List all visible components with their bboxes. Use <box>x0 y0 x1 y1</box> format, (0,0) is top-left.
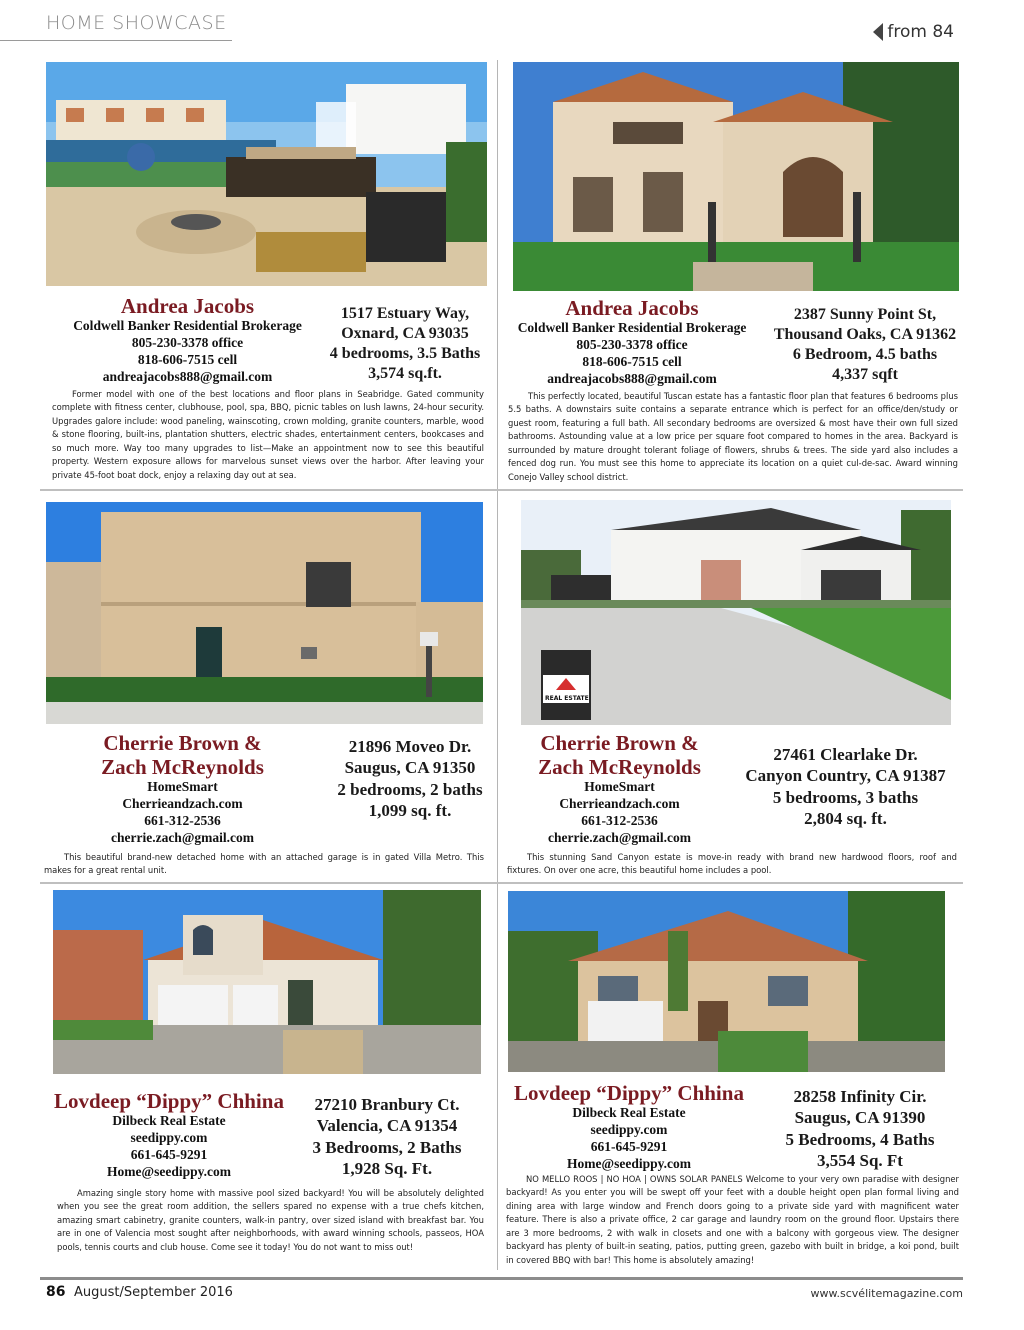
column-divider <box>497 60 498 1270</box>
office-phone: 805-230-3378 office <box>576 337 688 353</box>
agent-email: andreajacobs888@gmail.com <box>547 370 717 386</box>
left-arrow-icon <box>873 23 883 41</box>
sign-text: REAL ESTATE <box>545 695 589 702</box>
website: Cherrieandzach.com <box>559 796 680 812</box>
page-number: 86 <box>46 1284 66 1300</box>
address-city: Valencia, CA 91354 <box>316 1116 458 1136</box>
phone: 661-312-2536 <box>581 813 658 829</box>
square-feet: 3,574 sq.ft. <box>368 365 442 382</box>
address-street: 27461 Clearlake Dr. <box>773 745 918 764</box>
continued-from <box>873 22 954 42</box>
phone: 661-645-9291 <box>130 1146 208 1162</box>
listing-photo-infinity <box>508 891 945 1072</box>
property-info <box>320 736 500 821</box>
agent-email: Home@seedippy.com <box>567 1155 691 1171</box>
agent-block <box>497 731 742 847</box>
square-feet: 1,928 Sq. Ft. <box>341 1158 433 1178</box>
agent-email: cherrie.zach@gmail.com <box>110 829 254 845</box>
beds-baths: 3 Bedrooms, 2 Baths <box>312 1137 462 1157</box>
listing-photo-tuscan <box>513 62 959 291</box>
office-phone: 805-230-3378 office <box>131 335 244 351</box>
listing-photo-branbury <box>53 890 481 1074</box>
agent-name-line1: Cherrie Brown & <box>540 731 699 755</box>
issue-date: August/September 2016 <box>74 1285 233 1300</box>
property-info <box>728 744 963 829</box>
address-street: 1517 Estuary Way, <box>340 305 470 322</box>
agent-email: Home@seedippy.com <box>107 1163 231 1179</box>
property-info <box>292 1094 482 1179</box>
square-feet: 1,099 sq. ft. <box>368 800 452 820</box>
brokerage: HomeSmart <box>147 779 218 795</box>
square-feet: 3,554 Sq. Ft <box>817 1150 903 1170</box>
agent-block <box>60 731 305 847</box>
address-city: Thousand Oaks, CA 91362 <box>773 326 957 343</box>
phone: 661-645-9291 <box>590 1138 668 1154</box>
magazine-website: www.scvélitemagazine.com <box>810 1287 963 1300</box>
agent-name: Lovdeep “Dippy” Chhina <box>54 1089 284 1113</box>
listing-description: This beautiful brand-new detached home with an attached garage is in gated Villa Metro. This makes for a great rental unit. <box>44 852 484 876</box>
agent-block <box>507 296 757 388</box>
address-street: 2387 Sunny Point St, <box>793 306 937 323</box>
beds-baths: 5 bedrooms, 3 baths <box>772 787 919 807</box>
agent-block <box>510 1081 748 1173</box>
listing-description: Amazing single story home with massive pool sized backyard! You will be absolutely delighted when you see the great room addition, the sellers spared no expense with a true chefs kitchen, amazing smart cabinetry, granite counters, walk-in pantry, over sized island with breakfast bar. You are in one of Valencia most sought after neighborhoods, with award winning schools, passeos, HOA pools, tennis courts and club house. Come see it today! You do not want to miss out! <box>57 1188 484 1252</box>
address-city: Canyon Country, CA 91387 <box>745 766 946 786</box>
property-info <box>765 305 965 385</box>
agent-name: Andrea Jacobs <box>120 294 255 318</box>
beds-baths: 4 bedrooms, 3.5 Baths <box>329 345 481 362</box>
property-info <box>325 304 485 384</box>
agent-email: andreajacobs888@gmail.com <box>102 368 273 384</box>
beds-baths: 6 Bedroom, 4.5 baths <box>792 346 938 363</box>
address-street: 21896 Moveo Dr. <box>348 737 472 756</box>
header-rule <box>0 40 232 41</box>
section-title: HOME SHOWCASE <box>46 12 227 34</box>
square-feet: 2,804 sq. ft. <box>804 808 887 828</box>
address-city: Saugus, CA 91350 <box>344 758 476 778</box>
agent-name-line1: Cherrie Brown & <box>103 731 262 755</box>
phone: 661-312-2536 <box>144 813 221 829</box>
listing-description: NO MELLO ROOS | NO HOA | OWNS SOLAR PANELS Welcome to your very own paradise with designer backyard! As you enter you will be swept off your feet with a double height open plan formal living and dining area with large window and French doors going to a private side yard with magnificent water feature. There is also a private office, 2 car garage and laundry room on the ground floor. Upstairs there are 3 more bedrooms, 2 with walk in closets and one with a balcony with gorgeous view. The designer backyard has plenty of built-in seating, patios, putting green, gazebo with built in bridge, a koi pond, built in covered BBQ with bar! This home is absolutely amazing! <box>506 1174 959 1265</box>
website: seedippy.com <box>130 1130 208 1146</box>
address-city: Saugus, CA 91390 <box>794 1108 926 1128</box>
brokerage: Coldwell Banker Residential Brokerage <box>73 318 302 334</box>
row-divider-2 <box>40 882 963 884</box>
brokerage: Dilbeck Real Estate <box>572 1105 686 1121</box>
beds-baths: 5 Bedrooms, 4 Baths <box>785 1129 935 1149</box>
agent-name-line2: Zach McReynolds <box>538 755 701 780</box>
square-feet: 4,337 sqft <box>832 366 898 383</box>
brokerage: HomeSmart <box>584 779 655 795</box>
agent-name: Andrea Jacobs <box>565 296 699 320</box>
listing-photo-patio <box>46 62 487 286</box>
agent-block <box>50 1089 288 1181</box>
address-city: Oxnard, CA 93035 <box>341 325 469 342</box>
cell-phone: 818-606-7515 cell <box>137 351 238 367</box>
row-divider-1 <box>40 489 963 491</box>
listing-photo-clearlake <box>521 500 951 725</box>
website: Cherrieandzach.com <box>122 796 243 812</box>
address-street: 28258 Infinity Cir. <box>793 1087 927 1106</box>
address-street: 27210 Branbury Ct. <box>314 1095 460 1114</box>
brokerage: Dilbeck Real Estate <box>112 1113 226 1129</box>
agent-block <box>50 294 325 386</box>
listing-description: Former model with one of the best locations and floor plans in Seabridge. Gated community complete with fitness center, clubhouse, pool, spa, BBQ, picnic tables on lush lawns, 24-hour security. Upgrades galore include: wood paneling, wainscoting, crown molding, granite counters, marble, wood & stone flooring, built-ins, plantation shutters, electric shades, entertainment centers, bookcases and so much more. Way too many upgrades to list—Make an appointment now to see this beautiful property. Western exposure allows for marvelous sunset views over the harbor. After leaving your private 45-foot boat dock, enjoy a relaxing day out at sea. <box>52 389 484 480</box>
brokerage: Coldwell Banker Residential Brokerage <box>517 320 747 336</box>
beds-baths: 2 bedrooms, 2 baths <box>337 779 483 799</box>
footer-rule <box>40 1277 963 1280</box>
agent-name: Lovdeep “Dippy” Chhina <box>514 1081 744 1105</box>
agent-email: cherrie.zach@gmail.com <box>547 829 691 845</box>
agent-name-line2: Zach McReynolds <box>101 755 264 780</box>
cell-phone: 818-606-7515 cell <box>582 353 682 369</box>
continued-label: from 84 <box>887 22 954 42</box>
property-info <box>760 1086 960 1171</box>
website: seedippy.com <box>590 1122 668 1138</box>
listing-photo-moveo <box>46 502 483 724</box>
listing-description: This stunning Sand Canyon estate is move-in ready with brand new hardwood floors, roof and fixtures. On over one acre, this beautiful home includes a pool. <box>507 852 957 876</box>
listing-description: This perfectly located, beautiful Tuscan estate has a fantastic floor plan that features 6 bedrooms plus 5.5 baths. A downstairs suite contains a separate entrance which is perfect for an office/den/study or guest room, featuring a full bath. All secondary bedrooms are oversized & most have their own full sized bathrooms. Astounding value at a low price per square foot compared to homes in the area. Backyard is surrounded by mature drought tolerant foliage of flowers, shrubs & trees. The side yard also includes a fenced dog run. You must see this home to appreciate its location on a quiet cul-de-sac. Award winning Conejo Valley school district. <box>508 391 958 482</box>
